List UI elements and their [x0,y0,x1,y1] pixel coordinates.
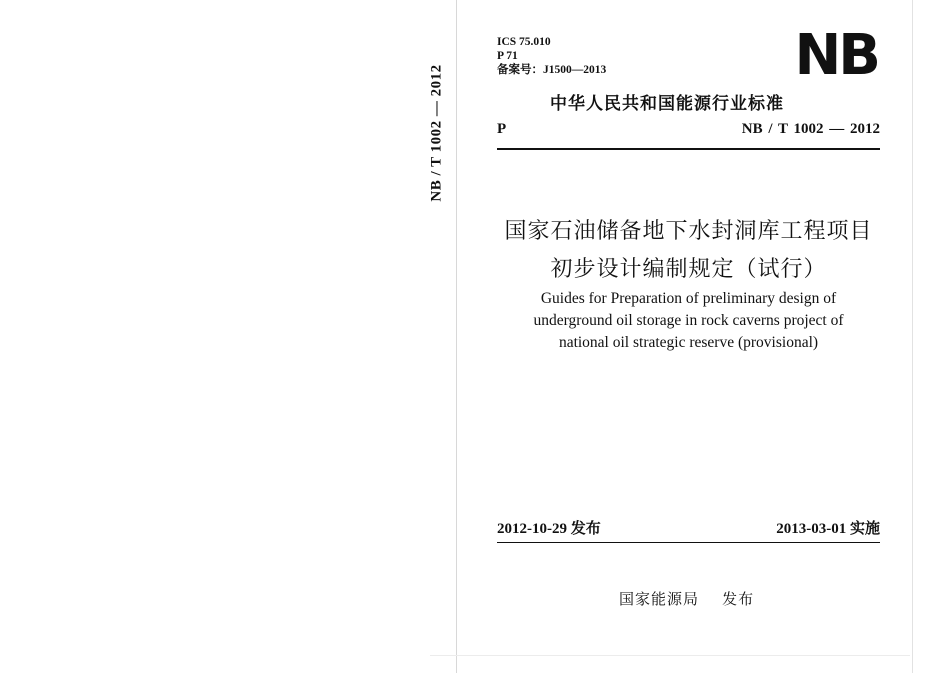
header-rule [497,148,880,150]
cn-title-line-1: 国家石油储备地下水封洞库工程项目 [504,219,873,244]
spine-standard-number: NB / T 1002 — 2012 [428,64,445,202]
en-title-line-1: Guides for Preparation of preliminary design of [540,290,837,307]
issue-date: 2012-10-29 发布 [497,521,601,537]
classification-block [497,35,606,77]
footer-rule [497,542,880,543]
nb-logo: NB [794,23,878,88]
ics-code: ICS 75.010 [497,36,551,48]
en-title-line-2: underground oil storage in rock caverns project of [533,312,844,329]
record-number: 备案号：J1500—2013 [497,64,607,76]
cn-title-line-2: 初步设计编制规定（试行） [550,257,827,282]
class-code: P 71 [497,50,518,62]
industry-standard-heading: 中华人民共和国能源行业标准 [550,94,784,114]
page-bottom-edge [430,655,910,656]
en-title-line-3: national oil strategic reserve (provisional) [558,334,819,351]
standard-number: NB / T 1002 — 2012 [741,121,880,137]
publisher: 国家能源局 发布 [619,590,755,608]
page-right-edge [912,0,913,673]
page-fold-line [456,0,457,673]
effective-date: 2013-03-01 实施 [776,521,880,537]
category-letter: P [497,121,507,137]
